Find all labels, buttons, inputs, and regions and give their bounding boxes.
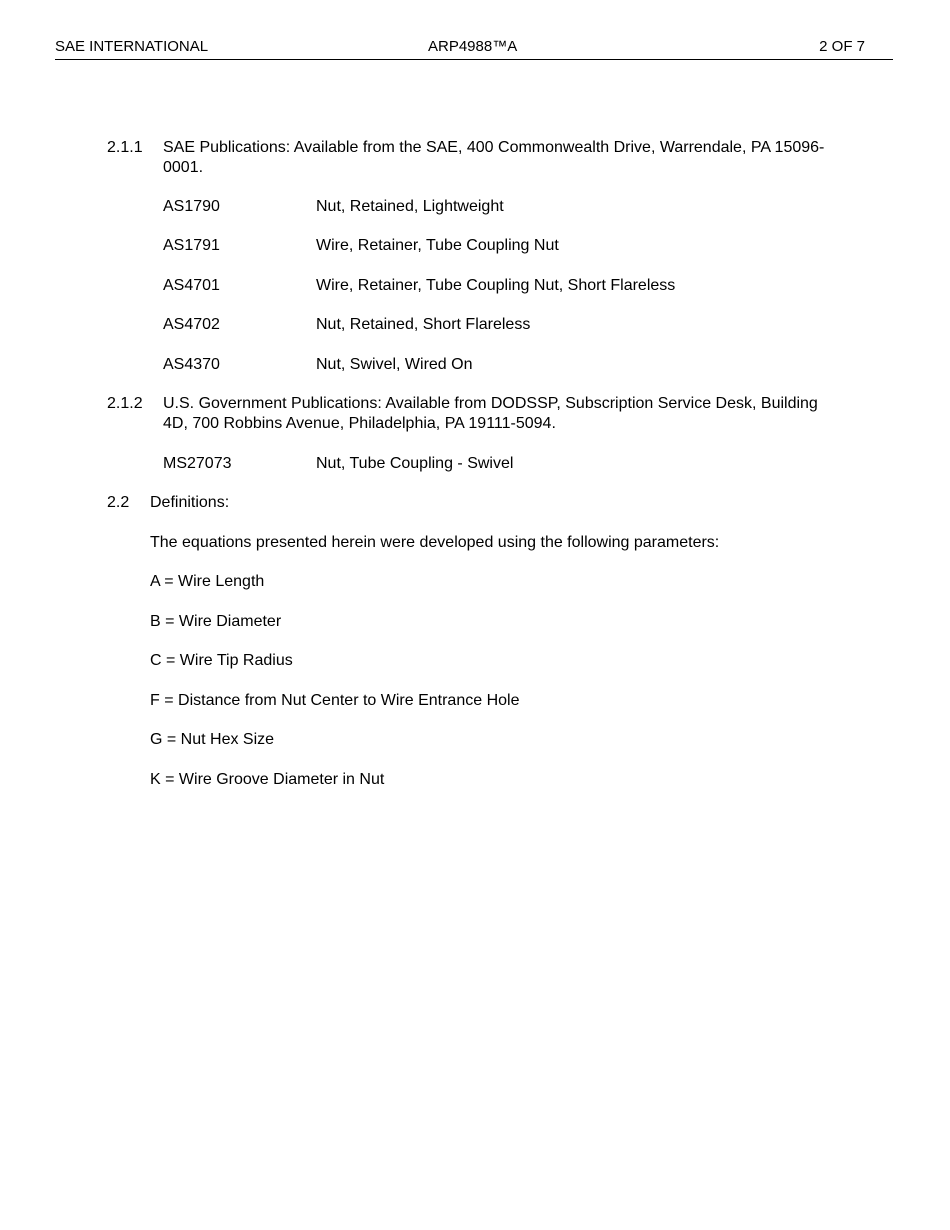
- section-text-2-1-1: SAE Publications: Available from the SAE, 400 Commonwealth Drive, Warrendale, PA 15096-0001.: [163, 139, 825, 176]
- ref-code: AS4701: [163, 277, 220, 294]
- ref-title: Wire, Retainer, Tube Coupling Nut: [316, 237, 559, 254]
- definition-item: K = Wire Groove Diameter in Nut: [150, 771, 385, 788]
- ref-title: Wire, Retainer, Tube Coupling Nut, Short Flareless: [316, 277, 676, 294]
- header-org: SAE INTERNATIONAL: [55, 38, 209, 55]
- ref-code: AS1790: [163, 198, 220, 215]
- section-number-2-1-2: 2.1.2: [107, 395, 143, 412]
- ref-code: AS4370: [163, 356, 220, 373]
- ref-code: AS4702: [163, 316, 220, 333]
- ref-title: Nut, Swivel, Wired On: [316, 356, 473, 373]
- ref-title: Nut, Tube Coupling - Swivel: [316, 455, 514, 472]
- ref-code: AS1791: [163, 237, 220, 254]
- definition-item: A = Wire Length: [150, 573, 265, 590]
- section-number-2-1-1: 2.1.1: [107, 139, 143, 156]
- section-number-2-2: 2.2: [107, 494, 130, 511]
- page-header: [55, 38, 893, 60]
- ref-title: Nut, Retained, Lightweight: [316, 198, 504, 215]
- definitions-intro: The equations presented herein were developed using the following parameters:: [150, 534, 720, 551]
- ref-code: MS27073: [163, 455, 232, 472]
- definition-item: F = Distance from Nut Center to Wire Entrance Hole: [150, 692, 520, 709]
- definition-item: G = Nut Hex Size: [150, 731, 275, 748]
- section-title-2-2: Definitions:: [150, 494, 230, 511]
- header-page-number: 2 OF 7: [819, 38, 865, 55]
- definition-item: B = Wire Diameter: [150, 613, 282, 630]
- definition-item: C = Wire Tip Radius: [150, 652, 293, 669]
- section-text-2-1-2: U.S. Government Publications: Available from DODSSP, Subscription Service Desk, Building 4D, 700 Robbins Avenue, Philadelphia, PA 19111-5094.: [163, 395, 818, 432]
- header-doc-id: ARP4988™A: [428, 38, 518, 55]
- ref-title: Nut, Retained, Short Flareless: [316, 316, 531, 333]
